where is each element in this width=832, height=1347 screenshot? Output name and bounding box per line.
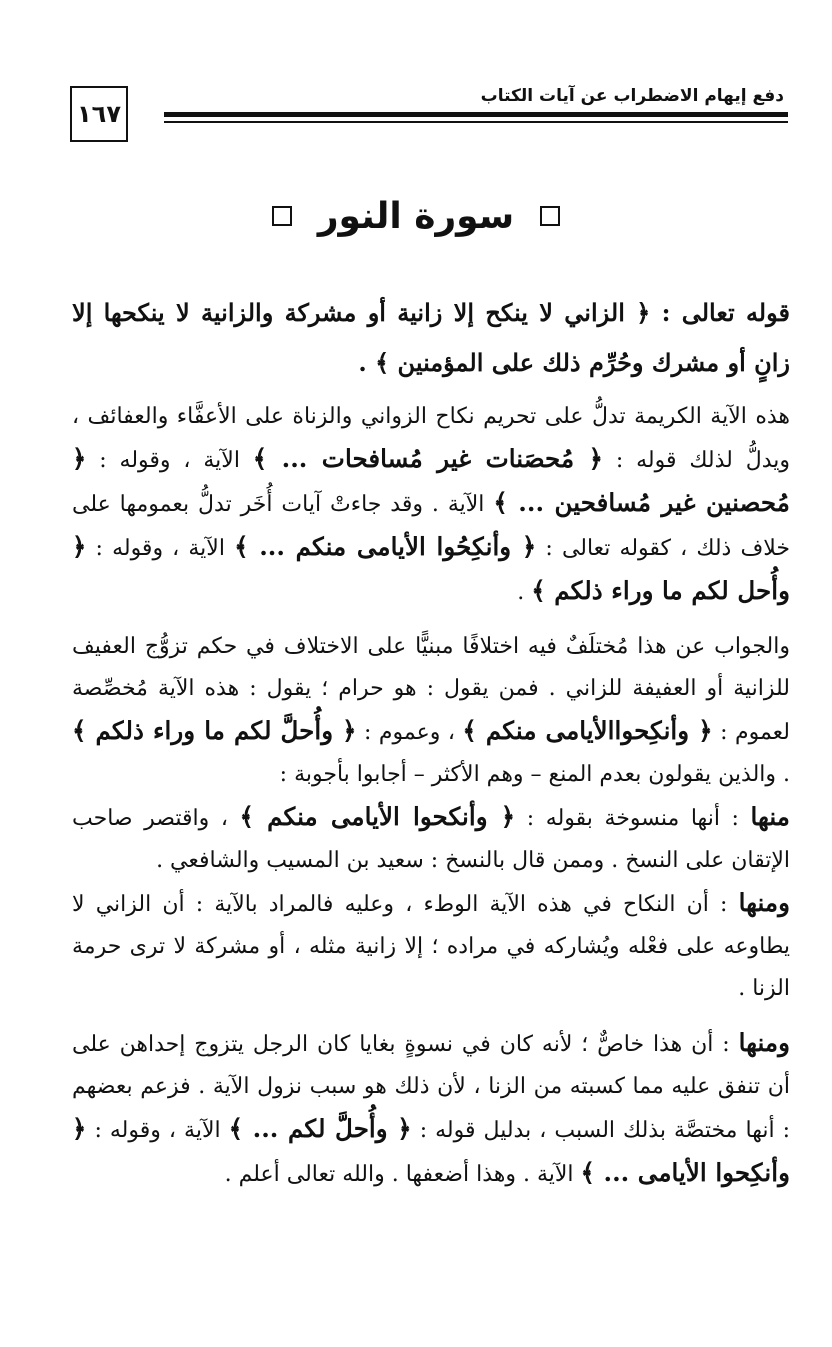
page-number: ١٦٧	[70, 86, 128, 142]
quran-quote: ﴿ وأُحلَّ لكم ... ﴾	[228, 1114, 412, 1143]
quran-quote: ﴿ مُحصنين غير مُسافحين ... ﴾	[72, 444, 791, 517]
square-ornament-icon	[540, 206, 560, 226]
text-run: . والذين يقولون بعدم المنع – وهم الأكثر – أجابوا بأجوبة :	[279, 762, 790, 787]
answer-label: منها	[750, 802, 790, 831]
body-paragraph	[72, 1022, 790, 1196]
quran-quote: ﴿ وأنكِحواالأيامى منكم ﴾	[462, 716, 713, 745]
text-run: الآية ، وقوله :	[86, 536, 235, 561]
text-run: : أن النكاح في هذه الآية الوطء ، وعليه فالمراد بالآية : أن الزاني لا يطاوعه على فعْله ويُشاركه في مراده ؛ إلا زانية مثله ، أو مشركة لا ترى حرمة الزنا .	[72, 892, 790, 1001]
text-run: ، وعموم :	[356, 720, 463, 745]
body-paragraph	[72, 796, 790, 882]
text-run: ، واقتصر صاحب الإتقان على النسخ . وممن قال بالنسخ : سعيد بن المسيب والشافعي .	[72, 806, 790, 873]
text-run: الآية ، وقوله :	[86, 448, 253, 473]
body-paragraph	[72, 626, 790, 796]
quran-quote: ﴿ وأُحل لكم ما وراء ذلكم ﴾	[72, 532, 790, 605]
quran-quote: ﴿ مُحصَنات غير مُسافحات ... ﴾	[252, 444, 604, 473]
verse-paragraph: قوله تعالى : ﴿ الزاني لا ينكح إلا زانية أو مشركة والزانية لا ينكحها إلا زانٍ أو مشرك وحُرِّم ذلك على المؤمنين ﴾ .	[72, 298, 790, 377]
text-run: .	[517, 580, 532, 605]
header-rule-thin	[164, 121, 788, 123]
text-run: والجواب عن هذا مُختلَفٌ فيه اختلافًا مبنيًّا على الاختلاف في حكم تزوُّج العفيف للزانية أو العفيفة للزاني . فمن يقول : هو حرام ؛ يقول : هذه الآية مُخصِّصة لعموم :	[72, 634, 790, 745]
surah-heading	[0, 190, 832, 242]
header-rule-thick	[164, 112, 788, 117]
quran-quote: ﴿ وأنكِحُوا الأيامى منكم ... ﴾	[234, 532, 537, 561]
running-header-title: دفع إيهام الاضطراب عن آيات الكتاب	[480, 86, 784, 106]
quran-quote: ﴿ وأُحلَّ لكم ما وراء ذلكم ﴾	[72, 716, 357, 745]
quran-quote: ﴿ وأنكِحوا الأيامى ... ﴾	[72, 1114, 790, 1187]
text-run: الآية . وهذا أضعفها . والله تعالى أعلم .	[224, 1162, 581, 1187]
text-run: : أنها منسوخة بقوله :	[515, 806, 751, 831]
answer-label: ومنها	[738, 1028, 790, 1057]
quran-quote: ﴿ وأنكحوا الأيامى منكم ﴾	[239, 802, 516, 831]
text-run: : أن هذا خاصٌّ ؛ لأنه كان في نسوةٍ بغايا كان الرجل يتزوج إحداهن على أن تنفق عليه مما كسبته من الزنا ، لأن ذلك هو سبب نزول الآية . فزعم بعضهم : أنها مختصَّة بذلك السبب ، بدليل قوله :	[72, 1032, 790, 1143]
answer-label: ومنها	[738, 888, 790, 917]
square-ornament-icon	[272, 206, 292, 226]
body-paragraph	[72, 882, 790, 1010]
page-body	[72, 288, 790, 1196]
text-run: هذه الآية الكريمة تدلُّ على تحريم نكاح الزواني والزناة على الأعفَّاء والعفائف ، ويدلُّ لذلك قوله :	[72, 404, 790, 473]
body-paragraph	[72, 396, 790, 614]
text-run: الآية ، وقوله :	[86, 1118, 229, 1143]
text-run: الآية . وقد جاءتْ آيات أُخَر تدلُّ بعمومها على خلاف ذلك ، كقوله تعالى :	[72, 492, 790, 561]
surah-title: سورة النور	[317, 195, 515, 237]
